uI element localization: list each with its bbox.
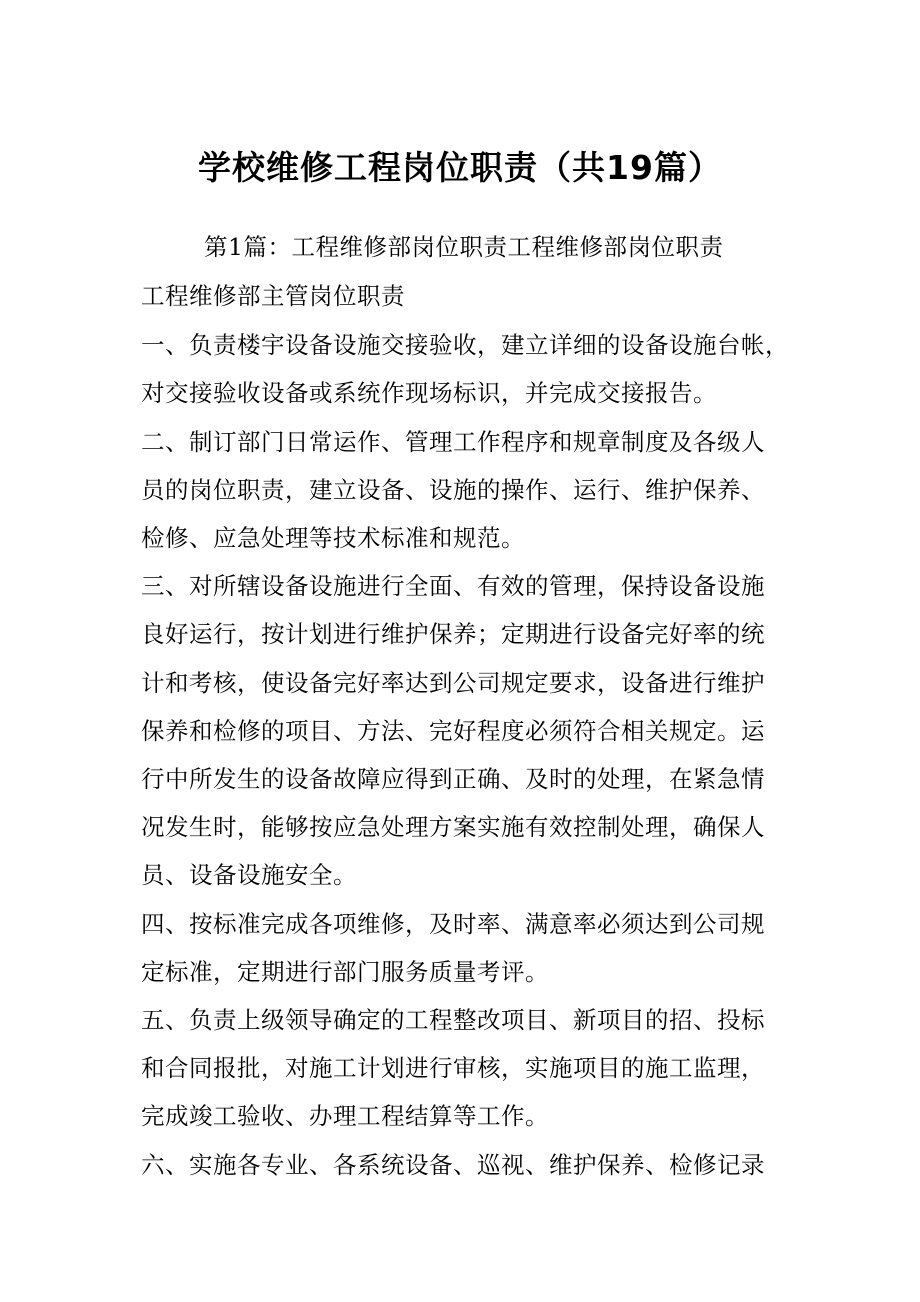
text-line: 对交接验收设备或系统作现场标识，并完成交接报告。 — [141, 379, 717, 407]
text-line: 员的岗位职责，建立设备、设施的操作、运行、维护保养、 — [141, 476, 765, 504]
text-line: 行中所发生的设备故障应得到正确、及时的处理，在紧急情 — [141, 765, 765, 793]
text-line: 和合同报批，对施工计划进行审核，实施项目的施工监理， — [141, 1054, 765, 1082]
text-line: 一、负责楼宇设备设施交接验收，建立详细的设备设施台帐， — [141, 331, 789, 359]
document-title: 学校维修工程岗位职责（共19篇） — [198, 148, 722, 187]
text-line: 五、负责上级领导确定的工程整改项目、新项目的招、投标 — [141, 1006, 765, 1034]
text-line: 保养和检修的项目、方法、完好程度必须符合相关规定。运 — [141, 717, 765, 745]
text-line: 工程维修部主管岗位职责 — [141, 282, 405, 310]
text-line: 三、对所辖设备设施进行全面、有效的管理，保持设备设施 — [141, 572, 765, 600]
text-line: 况发生时，能够按应急处理方案实施有效控制处理，确保人 — [141, 813, 765, 841]
text-line: 二、制订部门日常运作、管理工作程序和规章制度及各级人 — [141, 428, 765, 456]
text-line: 计和考核，使设备完好率达到公司规定要求，设备进行维护 — [141, 669, 765, 697]
text-line: 定标准，定期进行部门服务质量考评。 — [141, 958, 549, 986]
text-line: 良好运行，按计划进行维护保养；定期进行设备完好率的统 — [141, 620, 765, 648]
text-line: 完成竣工验收、办理工程结算等工作。 — [141, 1102, 549, 1130]
text-line: 员、设备设施安全。 — [141, 861, 357, 889]
text-line: 第1篇：工程维修部岗位职责工程维修部岗位职责 — [204, 233, 724, 261]
text-line: 检修、应急处理等技术标准和规范。 — [141, 524, 525, 552]
text-line: 四、按标准完成各项维修，及时率、满意率必须达到公司规 — [141, 910, 765, 938]
text-line: 六、实施各专业、各系统设备、巡视、维护保养、检修记录 — [141, 1151, 765, 1179]
